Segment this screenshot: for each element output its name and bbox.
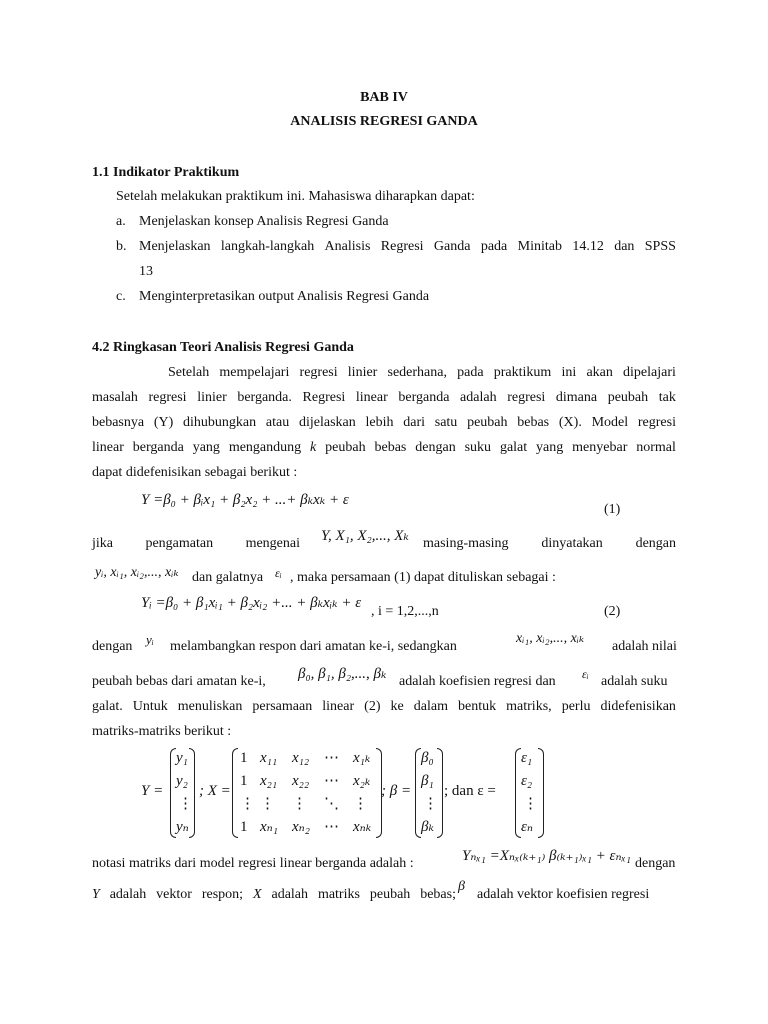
matrix-X-cell: 1: [240, 773, 248, 789]
word: Minitab: [517, 239, 562, 254]
word: adalah: [271, 887, 309, 902]
matrix-X-cell: ⋯: [324, 750, 339, 766]
word: mempelajari: [219, 365, 290, 380]
word: Model: [591, 415, 629, 430]
matrix-X-cell: x₁ₖ: [353, 750, 371, 766]
paragraph-line: [92, 414, 676, 432]
text-adalah-nilai: adalah nilai: [612, 639, 677, 654]
word: Untuk: [132, 699, 168, 714]
matrix-X-cell: 1: [240, 819, 248, 835]
word: dari: [403, 415, 425, 430]
vec-B-2: ⋮: [423, 796, 438, 812]
matrix-X-cell: x₂ₖ: [353, 773, 371, 789]
matrix-X-cell: ⋮: [353, 796, 368, 812]
vec-B-3: βₖ: [421, 819, 434, 835]
bracket-left: [232, 748, 238, 838]
equation-2-range: , i = 1,2,...,n: [371, 604, 439, 619]
word: bentuk: [458, 699, 497, 714]
word: dimana: [555, 390, 598, 405]
vec-Y-2: ⋮: [178, 796, 193, 812]
word: Setelah: [168, 365, 210, 380]
text-notasi: notasi matriks dari model regresi linear berganda adalah :: [92, 856, 414, 871]
symbol-beta: β: [458, 879, 465, 894]
word: yang: [536, 440, 564, 455]
word: SPSS: [644, 239, 676, 254]
word: linear: [322, 699, 355, 714]
word: vektor: [156, 887, 192, 902]
word: masalah: [92, 390, 138, 405]
word: berganda: [132, 440, 184, 455]
word: galat: [499, 440, 528, 455]
word: regresi: [507, 390, 546, 405]
equation-1-number: (1): [604, 502, 621, 517]
word: persamaan: [252, 699, 313, 714]
word: Regresi: [302, 390, 346, 405]
paragraph-line: matriks-matriks berikut :: [92, 724, 232, 739]
paragraph-line: [92, 439, 676, 457]
word: pengamatan: [145, 536, 214, 551]
word: pada: [480, 239, 508, 254]
jika-words-2: [423, 535, 676, 553]
word: perlu: [561, 699, 591, 714]
symbol-eps-i: εᵢ: [582, 667, 589, 681]
matrix-X-cell: ⋮: [260, 796, 275, 812]
matrix-X-cell: ⋯: [324, 773, 339, 789]
bracket-right: [189, 748, 195, 838]
word: Analisis: [324, 239, 371, 254]
list-text-cont: 13: [139, 264, 153, 279]
word: (X).: [558, 415, 582, 430]
word: peubah: [467, 415, 508, 430]
word: linear: [92, 440, 124, 455]
word: galat.: [92, 699, 123, 714]
label-eps: ; dan ε =: [444, 783, 496, 799]
chapter-title: ANALISIS REGRESI GANDA: [290, 114, 478, 129]
matrix-X-cell: x₂₁: [260, 773, 278, 789]
paragraph-line: dapat didefenisikan sebagai berikut :: [92, 465, 298, 480]
text-koefisien: adalah koefisien regresi dan: [399, 674, 556, 689]
text-melambangkan: melambangkan respon dari amatan ke-i, sedangkan: [170, 639, 457, 654]
list-marker: a.: [116, 214, 126, 229]
equation-3: Yₙₓ₁ =Xₙₓ₍ₖ₊₁₎ β₍ₖ₊₁₎ₓ₁ + εₙₓ₁: [462, 848, 632, 864]
section-1-intro: Setelah melakukan praktikum ini. Mahasiswa diharapkan dapat:: [116, 189, 475, 204]
word: dalam: [413, 699, 448, 714]
paragraph-line: [168, 364, 676, 382]
label-Y: Y =: [141, 783, 164, 799]
word: (2): [364, 699, 381, 714]
word: dinyatakan: [541, 536, 603, 551]
vec-B-1: β₁: [421, 773, 434, 789]
matrix-X-cell: xₙ₁: [260, 819, 278, 835]
word: tak: [658, 390, 676, 405]
word: respon;: [201, 887, 244, 902]
equation-1: Y =β₀ + βᵢx₁ + β₂x₂ + ...+ βₖxₖ + ε: [141, 492, 349, 508]
word: mengandung: [228, 440, 302, 455]
word: k: [310, 440, 317, 455]
paragraph-line: [92, 698, 676, 716]
label-beta: ; β =: [381, 783, 412, 799]
word: dihubungkan: [183, 415, 257, 430]
word: praktikum: [493, 365, 552, 380]
vec-E-3: εₙ: [521, 819, 533, 835]
word: Ganda: [433, 239, 471, 254]
word: 14.12: [572, 239, 604, 254]
text-vektor-koef: adalah vektor koefisien regresi: [477, 887, 650, 902]
var-list-Y: Y, X₁, X₂,..., Xₖ: [321, 528, 409, 544]
list-text: Menjelaskan konsep Analisis Regresi Ganda: [139, 214, 389, 229]
matrix-X-cell: 1: [240, 750, 248, 766]
equation-2-number: (2): [604, 604, 621, 619]
bracket-right: [538, 748, 544, 838]
matrix-X-cell: x₁₂: [292, 750, 310, 766]
vec-Y-3: yₙ: [176, 819, 189, 835]
word: akan: [586, 365, 613, 380]
word: (Y): [153, 415, 174, 430]
word: linier: [347, 365, 378, 380]
word: ke: [390, 699, 404, 714]
word: bebas: [374, 440, 407, 455]
vec-E-1: ε₂: [521, 773, 533, 789]
word: berganda: [398, 390, 450, 405]
word: satu: [434, 415, 458, 430]
vec-E-0: ε₁: [521, 750, 533, 766]
word: ini: [561, 365, 577, 380]
word: bebasnya: [92, 415, 145, 430]
word: bebas: [517, 415, 550, 430]
word: linear: [355, 390, 388, 405]
word: Menjelaskan: [139, 239, 211, 254]
list-text: [139, 238, 676, 256]
vec-E-2: ⋮: [523, 796, 538, 812]
text-suku: adalah suku: [601, 674, 668, 689]
word: regresi: [299, 365, 338, 380]
word: bebas;: [420, 887, 456, 902]
paragraph-line: [92, 389, 676, 407]
matrix-X-cell: ⋮: [292, 796, 307, 812]
text-dengan: dengan: [92, 639, 133, 654]
galat-text: dan galatnya: [192, 570, 264, 585]
vec-Y-0: y₁: [176, 750, 188, 766]
vec-B-0: β₀: [421, 750, 434, 766]
word: dipelajari: [623, 365, 676, 380]
matrix-X-cell: ⋱: [324, 796, 339, 812]
word: adalah: [460, 390, 497, 405]
word: atau: [265, 415, 290, 430]
word: lebih: [365, 415, 394, 430]
word: didefenisikan: [600, 699, 676, 714]
symbol-betas: β₀, β₁, β₂,..., βₖ: [298, 666, 387, 682]
word: mengenai: [245, 536, 300, 551]
text-peubah: peubah bebas dari amatan ke-i,: [92, 674, 266, 689]
word: normal: [636, 440, 676, 455]
section-1-title: 1.1 Indikator Praktikum: [92, 165, 240, 180]
section-2-title: 4.2 Ringkasan Teori Analisis Regresi Ganda: [92, 340, 354, 355]
bracket-right: [437, 748, 443, 838]
word: matriks,: [506, 699, 552, 714]
equation-2: Yᵢ =β₀ + β₁xᵢ₁ + β₂xᵢ₂ +... + βₖxᵢₖ + ε: [141, 595, 362, 611]
word: linier: [197, 390, 227, 405]
word: peubah: [325, 440, 366, 455]
word: X: [253, 887, 262, 902]
vec-Y-1: y₂: [176, 773, 188, 789]
word: menuliskan: [177, 699, 243, 714]
epsilon-i: εᵢ: [275, 566, 282, 580]
matrix-X-cell: x₂₂: [292, 773, 310, 789]
jika-words: [92, 535, 300, 553]
word: Regresi: [380, 239, 424, 254]
word: matriks: [317, 887, 360, 902]
word: dan: [614, 239, 635, 254]
word: suku: [464, 440, 492, 455]
word: masing-masing: [423, 536, 509, 551]
word: sederhana,: [387, 365, 447, 380]
word: menyebar: [572, 440, 628, 455]
word: dijelaskan: [298, 415, 356, 430]
word: adalah: [109, 887, 147, 902]
word: peubah: [369, 887, 411, 902]
matrix-X-cell: ⋮: [240, 796, 255, 812]
word: pada: [457, 365, 484, 380]
galat-text-2: , maka persamaan (1) dapat dituliskan sebagai :: [290, 570, 556, 585]
list-marker: b.: [116, 239, 127, 254]
word: dengan: [635, 536, 676, 551]
list-marker: c.: [116, 289, 126, 304]
chapter-label: BAB IV: [360, 90, 408, 105]
word: regresi: [637, 415, 676, 430]
word: berganda.: [237, 390, 292, 405]
matrix-X-cell: xₙₖ: [353, 819, 372, 835]
matrix-X-cell: ⋯: [324, 819, 339, 835]
word: langkah-langkah: [220, 239, 315, 254]
word: yang: [192, 440, 220, 455]
text-dengan-2: dengan: [635, 856, 676, 871]
symbol-yi: yᵢ: [146, 632, 154, 647]
label-X: ; X =: [199, 783, 231, 799]
var-list-y: yᵢ, xᵢ₁, xᵢ₂,..., xᵢₖ: [95, 565, 179, 580]
word: peubah: [607, 390, 649, 405]
matrix-X-cell: x₁₁: [260, 750, 278, 766]
word: jika: [92, 536, 113, 551]
word: regresi: [148, 390, 187, 405]
symbol-xi-list: xᵢ₁, xᵢ₂,..., xᵢₖ: [516, 631, 585, 646]
matrix-X-cell: xₙ₂: [292, 819, 310, 835]
word: dengan: [415, 440, 456, 455]
word: Y: [92, 887, 100, 902]
last-line: [92, 886, 456, 904]
list-text: Menginterpretasikan output Analisis Regresi Ganda: [139, 289, 430, 304]
